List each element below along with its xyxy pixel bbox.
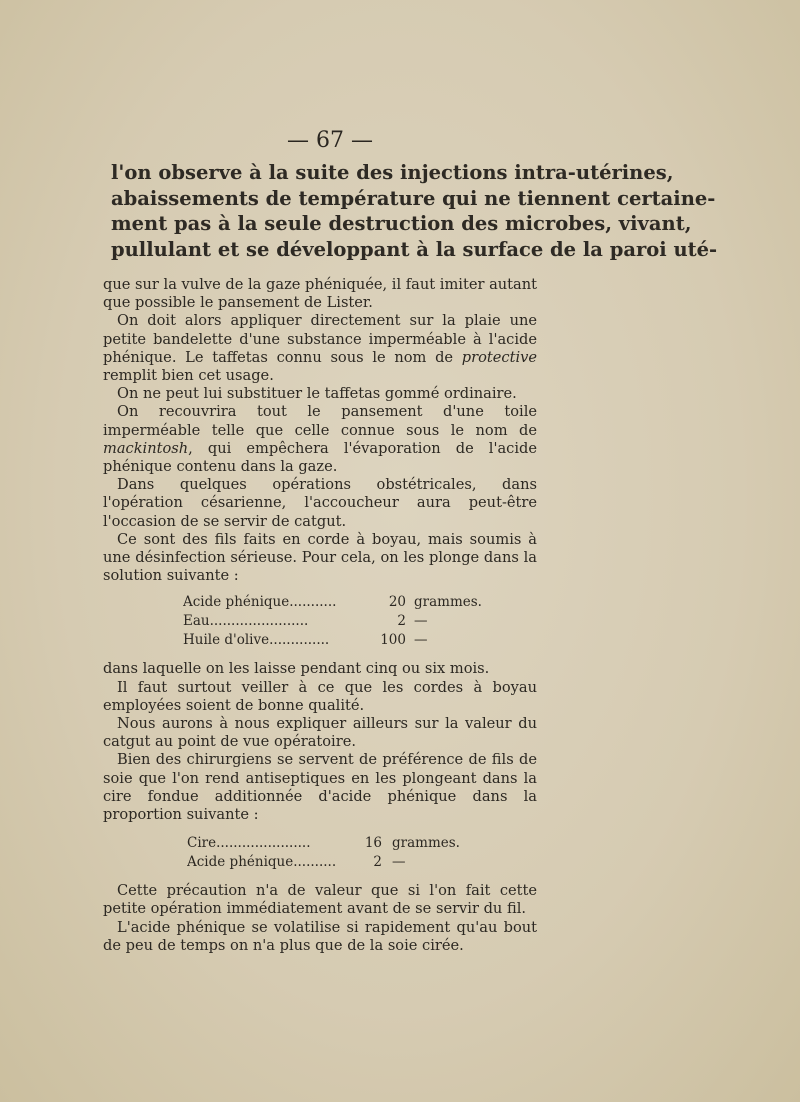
paragraph: Dans quelques opérations obstétricales, dans l'opération césarienne, l'accoucheur aura peut-être l'occasion de se servir de catgut. (103, 476, 537, 530)
ingredient-qty: 2 (373, 854, 382, 871)
paragraph: dans laquelle on les laisse pendant cinq ou six mois. (103, 660, 490, 678)
carryover-line: l'on observe à la suite des injections intra-utérines, (111, 161, 674, 184)
carryover-line: pullulant et se développant à la surface de la paroi uté- (111, 237, 718, 261)
carryover-line: ment pas à la seule destruction des microbes, vivant, (111, 212, 692, 235)
ingredient-name: Acide phénique.......... (187, 854, 337, 871)
emphasis-term: mackintosh (103, 439, 189, 457)
paragraph: Il faut surtout veiller à ce que les cordes à boyau employées soient de bonne qualité. (103, 678, 537, 714)
recipe-row (187, 834, 537, 853)
recipe-table (183, 593, 537, 650)
page-number: — 67 — (287, 128, 373, 153)
carryover-line: abaissements de température qui ne tiennent certaine- (111, 186, 716, 210)
recipe-table (187, 834, 537, 872)
recipe-row (183, 593, 537, 612)
ingredient-unit: — (392, 854, 406, 871)
paragraph: Nous aurons à nous expliquer ailleurs sur la valeur du catgut au point de vue opératoire. (103, 715, 537, 751)
paragraph-text: On doit alors appliquer directement sur la plaie une petite bandelette d'une substance imperméable à l'acide phénique. Le taffetas connu sous le nom de protective remplit bien cet usage. (103, 312, 537, 385)
paragraph-text: , qui empêchera l'évaporation de l'acide phénique contenu dans la gaze. (103, 439, 537, 476)
ingredient-name: Acide phénique........... (183, 594, 337, 611)
paragraph (103, 312, 537, 385)
recipe-row (187, 853, 537, 872)
emphasis-term: protective (461, 348, 537, 366)
paragraph: Cette précaution n'a de valeur que si l'on fait cette petite opération immédiatement avant de se servir du fil. (103, 882, 537, 918)
carryover-text (111, 160, 718, 262)
ingredient-unit: grammes. (414, 594, 482, 611)
paragraph: Ce sont des fils faits en corde à boyau, mais soumis à une désinfection sérieuse. Pour cela, on les plonge dans la solution suivante : (103, 530, 537, 585)
ingredient-unit: grammes. (392, 835, 460, 852)
ingredient-qty: 2 (397, 613, 406, 630)
paragraph: Bien des chirurgiens se servent de préférence de fils de soie que l'on rend antiseptiques en les plongeant dans la cire fondue additionnée d'acide phénique dans la proportion suivante : (103, 751, 537, 824)
ingredient-qty: 16 (364, 835, 382, 852)
paragraph: L'acide phénique se volatilise si rapidement qu'au bout de peu de temps on n'a plus que de la soie cirée. (103, 918, 537, 954)
recipe-row (183, 612, 537, 631)
recipe-row (183, 631, 537, 650)
ingredient-name: Eau....................... (183, 613, 309, 630)
paragraph-text: On recouvrira tout le pansement d'une toile imperméable telle que celle connue sous le nom de (103, 403, 537, 439)
paragraph (103, 403, 537, 476)
paragraph: On ne peut lui substituer le taffetas gommé ordinaire. (117, 385, 517, 403)
main-text (103, 276, 537, 955)
ingredient-unit: — (414, 613, 428, 630)
ingredient-name: Huile d'olive.............. (183, 632, 330, 649)
ingredient-qty: 20 (388, 594, 406, 611)
ingredient-name: Cire...................... (187, 835, 311, 852)
paragraph: que sur la vulve de la gaze phéniquée, il faut imiter autant que possible le pansement de Lister. (103, 276, 537, 312)
ingredient-qty: 100 (380, 632, 406, 649)
ingredient-unit: — (414, 632, 428, 649)
